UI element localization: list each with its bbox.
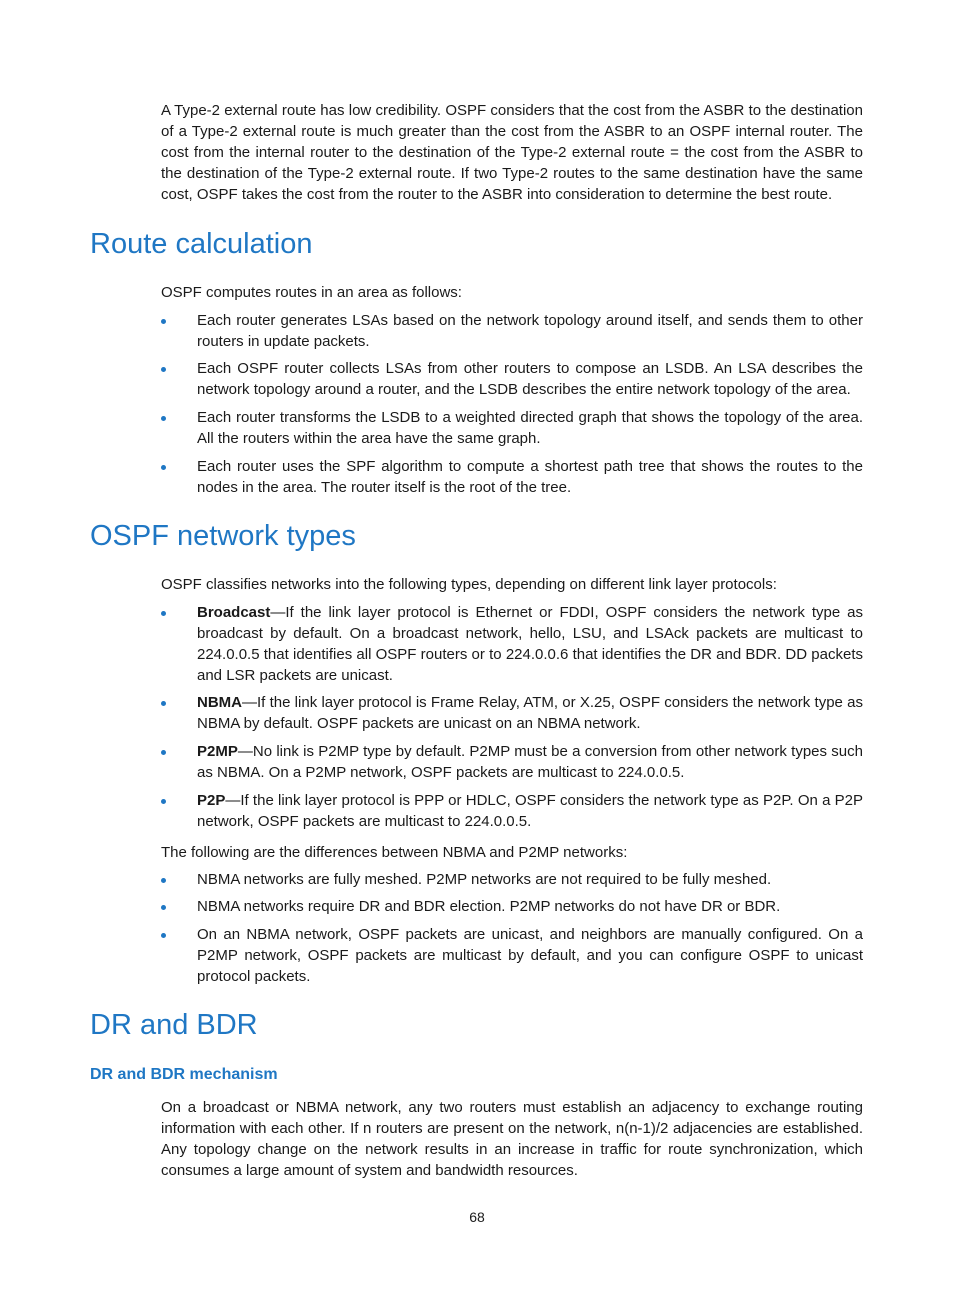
intro-paragraph: A Type-2 external route has low credibility. OSPF considers that the cost from the ASBR to the destination of a Type-2 external route is much greater than the cost from the ASBR to an OSPF internal router. The cost from the internal router to the destination of the Type-2 external route = the cost from the ASBR to the destination of the Type-2 external route. If two Type-2 routes to the same destination have the same cost, OSPF takes the cost from the router to the ASBR into consideration to determine the best route. (161, 102, 863, 203)
dr-bdr-paragraph: On a broadcast or NBMA network, any two routers must establish an adjacency to exchange routing information with each other. If n routers are present on the network, n(n-1)/2 adjacencies are established. Any topology change on the network results in an increase in traffic for route synchronization, which consumes a large amount of system and bandwidth resources. (161, 1099, 863, 1179)
bullet-icon (161, 611, 166, 616)
heading-dr-and-bdr: DR and BDR (90, 1009, 258, 1041)
list-item: Each router transforms the LSDB to a weighted directed graph that shows the topology of the area. All the routers within the area have the same graph. (161, 407, 863, 449)
differences-lead: The following are the differences between NBMA and P2MP networks: (161, 844, 628, 861)
bullet-icon (161, 367, 166, 372)
list-item: Each router uses the SPF algorithm to compute a shortest path tree that shows the routes to the nodes in the area. The router itself is the root of the tree. (161, 456, 863, 498)
bullet-icon (161, 933, 166, 938)
route-calc-lead: OSPF computes routes in an area as follows: (161, 284, 462, 301)
bullet-icon (161, 416, 166, 421)
bullet-icon (161, 799, 166, 804)
bullet-icon (161, 750, 166, 755)
page-number: 68 (469, 1209, 485, 1225)
list-item-p2p: P2P—If the link layer protocol is PPP or HDLC, OSPF considers the network type as P2P. On a P2P network, OSPF packets are multicast to 224.0.0.5. (161, 790, 863, 832)
heading-ospf-network-types: OSPF network types (90, 520, 356, 552)
list-item-p2mp: P2MP—No link is P2MP type by default. P2MP must be a conversion from other network types such as NBMA. On a P2MP network, OSPF packets are multicast to 224.0.0.5. (161, 741, 863, 783)
list-item: NBMA networks require DR and BDR election. P2MP networks do not have DR or BDR. (161, 896, 863, 917)
bullet-icon (161, 878, 166, 883)
network-types-lead: OSPF classifies networks into the following types, depending on different link layer protocols: (161, 576, 777, 593)
bullet-icon (161, 905, 166, 910)
heading-route-calculation: Route calculation (90, 228, 313, 260)
bullet-icon (161, 701, 166, 706)
bullet-icon (161, 465, 166, 470)
list-item: Each router generates LSAs based on the network topology around itself, and sends them to other routers in update packets. (161, 310, 863, 352)
list-item: On an NBMA network, OSPF packets are unicast, and neighbors are manually configured. On a P2MP network, OSPF packets are multicast by default, and you can configure OSPF to unicast protocol packets. (161, 924, 863, 987)
list-item: NBMA networks are fully meshed. P2MP networks are not required to be fully meshed. (161, 869, 863, 890)
list-item-nbma: NBMA—If the link layer protocol is Frame Relay, ATM, or X.25, OSPF considers the network type as NBMA by default. OSPF packets are unicast on an NBMA network. (161, 692, 863, 734)
list-item-broadcast: Broadcast—If the link layer protocol is Ethernet or FDDI, OSPF considers the network type as broadcast by default. On a broadcast network, hello, LSU, and LSAck packets are multicast to 224.0.0.5 that identifies all OSPF routers or to 224.0.0.6 that identifies the DR and BDR. DD packets and LSR packets are unicast. (161, 602, 863, 686)
bullet-icon (161, 319, 166, 324)
subheading-dr-bdr-mechanism: DR and BDR mechanism (90, 1066, 278, 1083)
list-item: Each OSPF router collects LSAs from other routers to compose an LSDB. An LSA describes the network topology around a router, and the LSDB describes the entire network topology of the area. (161, 358, 863, 400)
